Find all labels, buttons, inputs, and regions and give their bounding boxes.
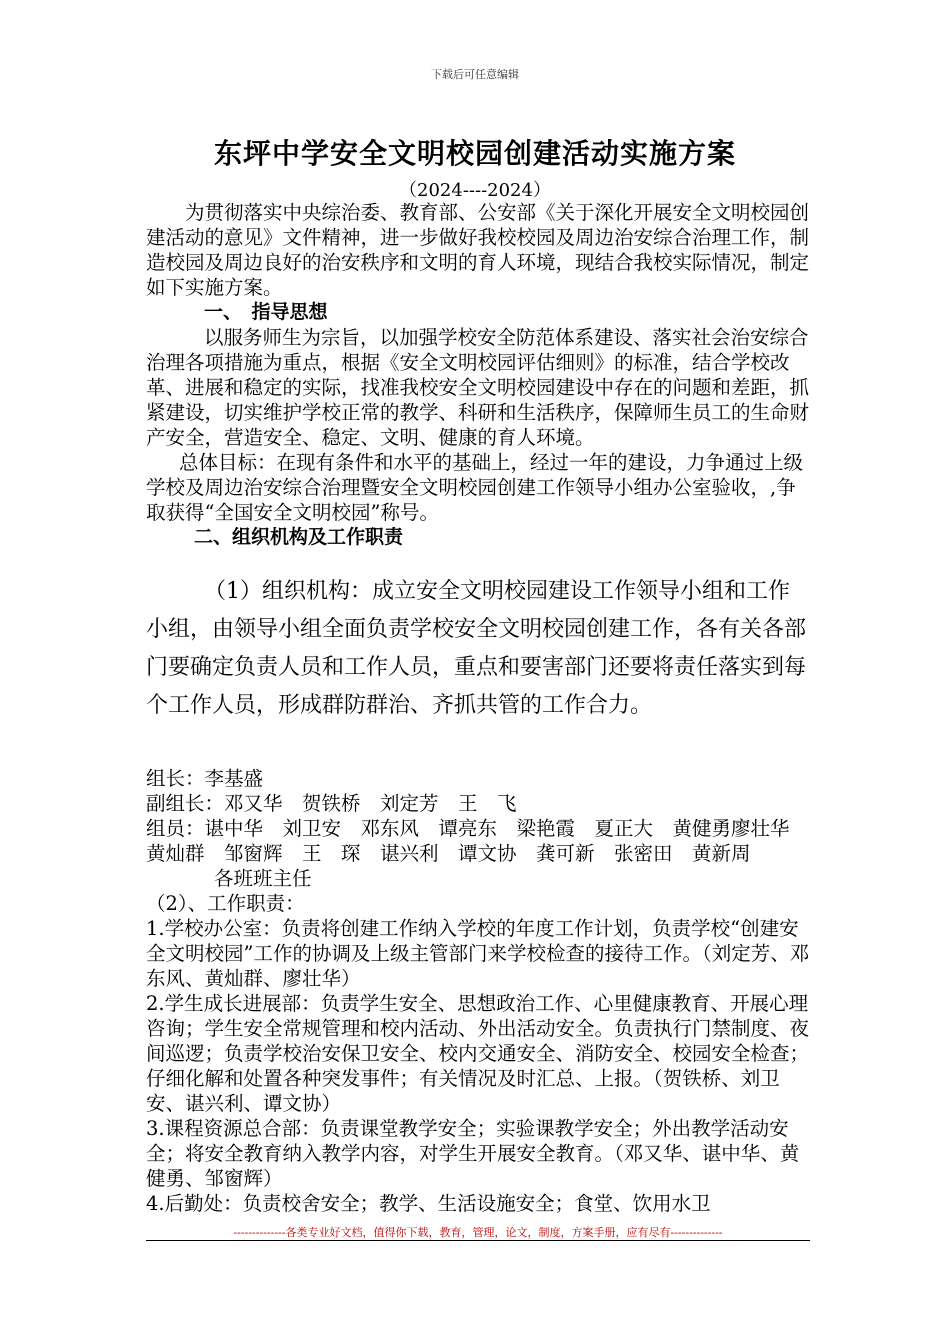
intro-block <box>146 200 810 550</box>
organization-block <box>146 573 810 725</box>
deputy-line: 副组长：邓又华 贺铁桥 刘定芳 王 飞 <box>146 792 517 815</box>
section1-heading: 一、 指导思想 <box>204 301 328 323</box>
intro-paragraph: 为贯彻落实中央综治委、教育部、公安部《关于深化开展安全文明校园创建活动的意见》文件精神，进一步做好我校校园及周边治安综合治理工作，制造校园及周边良好的治安秩序和文明的育人环境，现结合我校实际情况，制定如下实施方案。 <box>146 201 810 299</box>
members-block <box>146 766 810 1216</box>
footer-divider <box>146 1240 810 1241</box>
document-subtitle: （2024----2024） <box>399 180 551 201</box>
document-title: 东坪中学安全文明校园创建活动实施方案 <box>213 137 736 170</box>
duties-heading: （2）、工作职责： <box>146 892 305 915</box>
duty-curriculum-dept: 3.课程资源总合部：负责课堂教学安全；实验课教学安全；外出教学活动安全；将安全教育纳入教学内容，对学生开展安全教育。（邓又华、谌中华、黄健勇、邹窗辉） <box>146 1117 800 1190</box>
duty-student-dept: 2.学生成长进展部：负责学生安全、思想政治工作、心里健康教育、开展心理咨询；学生安全常规管理和校内活动、外出活动安全。负责执行门禁制度、夜间巡逻；负责学校治安保卫安全、校内交通安全、消防安全、校园安全检查；仔细化解和处置各种突发事件；有关情况及时汇总、上报。（贺铁桥、刘卫安、谌兴利、谭文协） <box>146 992 810 1115</box>
section2-heading: 二、组织机构及工作职责 <box>194 526 404 548</box>
goal-paragraph: 总体目标：在现有条件和水平的基础上，经过一年的建设，力争通过上级学校及周边治安综合治理暨安全文明校园创建工作领导小组办公室验收，,争取获得“全国安全文明校园”称号。 <box>146 451 804 524</box>
organization-paragraph: （1）组织机构：成立安全文明校园建设工作领导小组和工作小组，由领导小组全面负责学校安全文明校园创建工作，各有关各部门要确定负责人员和工作人员，重点和要害部门还要将责任落实到每个工作人员，形成群防群治、齐抓共管的工作合力。 <box>146 579 807 718</box>
guiding-paragraph: 以服务师生为宗旨，以加强学校安全防范体系建设、落实社会治安综合治理各项措施为重点，根据《安全文明校园评估细则》的标准，结合学校改革、进展和稳定的实际，找准我校安全文明校园建设中存在的问题和差距，抓紧建设，切实维护学校正常的教学、科研和生活秩序，保障师生员工的生命财产安全，营造安全、稳定、文明、健康的育人环境。 <box>146 326 810 449</box>
members-last-line: 各班班主任 <box>214 867 312 890</box>
duty-logistics: 4.后勤处：负责校舍安全；教学、生活设施安全；食堂、饮用水卫 <box>146 1192 711 1215</box>
leader-line: 组长：李基盛 <box>146 767 264 790</box>
duty-office: 1.学校办公室：负责将创建工作纳入学校的年度工作计划，负责学校“创建安全文明校园”工作的协调及上级主管部门来学校检查的接待工作。（刘定芳、邓东风、黄灿群、廖壮华） <box>146 917 810 990</box>
header-note: 下载后可任意编辑 <box>431 68 519 81</box>
footer-note: --------------各类专业好文档，值得你下载，教育，管理，论文，制度，方案手册，应有尽有-------------- <box>233 1226 723 1239</box>
members-line: 组员：谌中华 刘卫安 邓东风 谭亮东 梁艳霞 夏正大 黄健勇廖壮华 黄灿群 邹窗辉 王 琛 谌兴利 谭文协 龚可新 张密田 黄新周 <box>146 817 810 865</box>
